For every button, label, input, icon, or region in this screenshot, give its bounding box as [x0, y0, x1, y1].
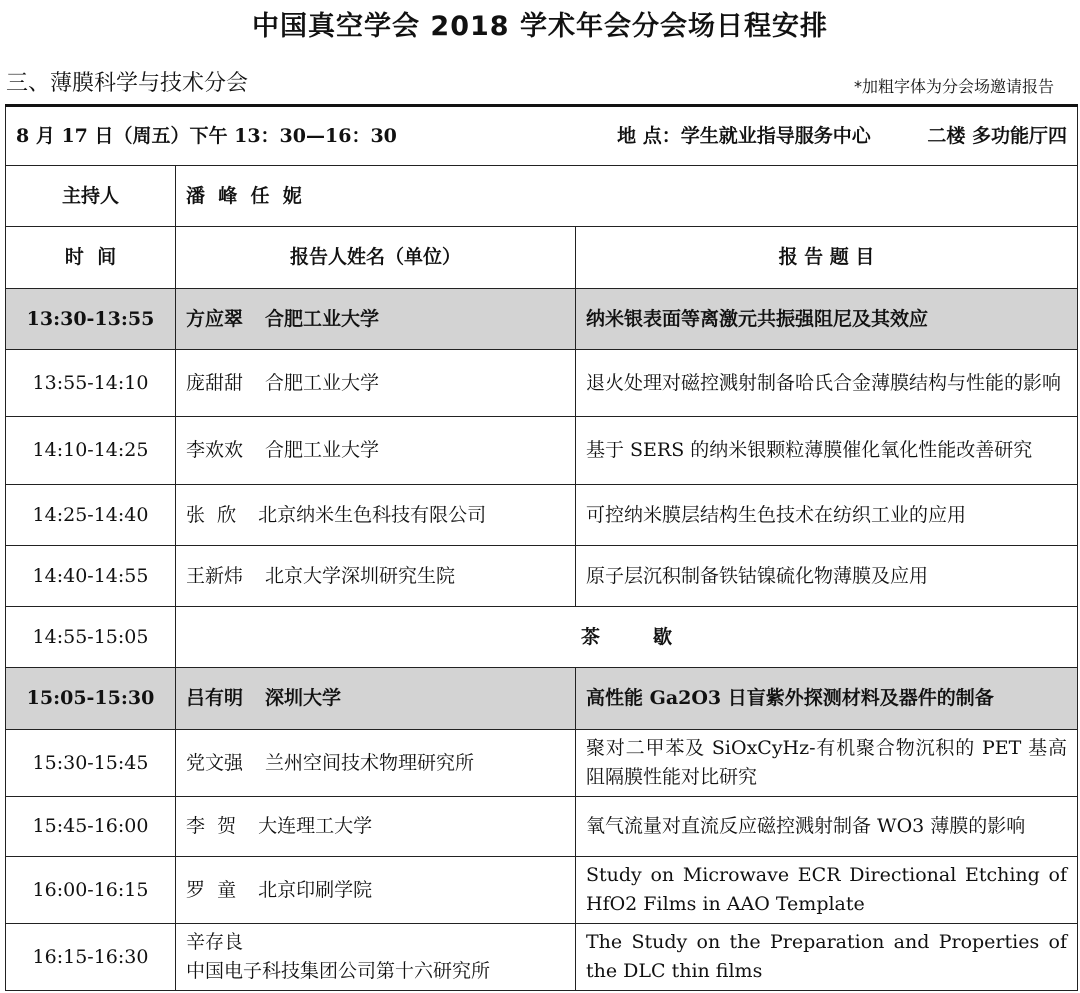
location-label: 地 点：学生就业指导服务中心 [617, 124, 871, 147]
row-time: 15:45-16:00 [6, 797, 176, 857]
header-time: 时 间 [6, 227, 176, 289]
row-time: 15:05-15:30 [6, 668, 176, 730]
table-row [6, 797, 1078, 857]
table-row [6, 668, 1078, 730]
tea-break: 茶 歇 [176, 607, 1078, 668]
row-speaker [176, 730, 576, 797]
row-speaker [176, 289, 576, 350]
row-time: 15:30-15:45 [6, 730, 176, 797]
speaker-unit: 北京纳米生色科技有限公司 [258, 503, 487, 526]
row-time: 14:40-14:55 [6, 546, 176, 607]
row-topic: Study on Microwave ECR Directional Etching of HfO2 Films in AAO Template [576, 857, 1078, 924]
speaker-unit: 北京大学深圳研究生院 [265, 564, 456, 587]
row-time: 14:10-14:25 [6, 417, 176, 485]
header-speaker: 报告人姓名（单位） [176, 227, 576, 289]
speaker-unit: 北京印刷学院 [258, 878, 373, 901]
speaker-name: 张 欣 [186, 503, 237, 526]
speaker-name: 庞甜甜 [186, 371, 244, 394]
speaker-name: 王新炜 [186, 564, 244, 587]
host-label: 主持人 [6, 166, 176, 227]
table-row [6, 485, 1078, 546]
row-topic: 退火处理对磁控溅射制备哈氏合金薄膜结构与性能的影响 [576, 350, 1078, 417]
speaker-name: 罗 童 [186, 878, 237, 901]
row-time: 14:55-15:05 [6, 607, 176, 668]
session-datetime: 8 月 17 日（周五）下午 13：30—16：30 [16, 124, 397, 147]
schedule-rows [6, 289, 1078, 991]
row-topic: 基于 SERS 的纳米银颗粒薄膜催化氧化性能改善研究 [576, 417, 1078, 485]
table-row [6, 607, 1078, 668]
row-speaker [176, 924, 576, 991]
row-speaker [176, 350, 576, 417]
speaker-name: 辛存良 [186, 931, 244, 953]
header-topic: 报 告 题 目 [576, 227, 1078, 289]
table-row [6, 857, 1078, 924]
speaker-name: 李欢欢 [186, 439, 244, 461]
page-title: 中国真空学会 2018 学术年会分会场日程安排 [252, 11, 828, 42]
row-time: 16:15-16:30 [6, 924, 176, 991]
table-row [6, 546, 1078, 607]
host-names: 潘 峰 任 妮 [176, 166, 1078, 227]
session-info-row [6, 106, 1078, 166]
table-row [6, 289, 1078, 350]
speaker-unit: 中国电子科技集团公司第十六研究所 [186, 960, 491, 982]
speaker-unit: 合肥工业大学 [265, 439, 380, 461]
speaker-unit: 大连理工大学 [258, 815, 373, 837]
schedule-table [5, 104, 1078, 991]
speaker-unit: 合肥工业大学 [265, 307, 380, 330]
row-time: 13:30-13:55 [6, 289, 176, 350]
session-location [605, 122, 1067, 151]
speaker-name: 李 贺 [186, 815, 237, 837]
bold-note: *加粗字体为分会场邀请报告 [853, 77, 1054, 96]
speaker-unit: 兰州空间技术物理研究所 [265, 751, 475, 774]
section-heading: 三、薄膜科学与技术分会 [6, 71, 249, 96]
speaker-name: 方应翠 [186, 307, 244, 330]
row-topic: The Study on the Preparation and Properties of the DLC thin films [576, 924, 1078, 991]
row-topic: 可控纳米膜层结构生色技术在纺织工业的应用 [576, 485, 1078, 546]
row-topic: 聚对二甲苯及 SiOxCyHz-有机聚合物沉积的 PET 基高阻隔膜性能对比研究 [576, 730, 1078, 797]
row-speaker [176, 668, 576, 730]
speaker-name: 党文强 [186, 751, 244, 774]
row-speaker [176, 417, 576, 485]
row-speaker [176, 485, 576, 546]
row-speaker [176, 857, 576, 924]
row-topic: 纳米银表面等离激元共振强阻尼及其效应 [576, 289, 1078, 350]
row-speaker [176, 546, 576, 607]
row-time: 13:55-14:10 [6, 350, 176, 417]
row-speaker [176, 797, 576, 857]
table-row [6, 924, 1078, 991]
row-time: 16:00-16:15 [6, 857, 176, 924]
speaker-unit: 合肥工业大学 [265, 371, 380, 394]
table-row [6, 350, 1078, 417]
row-time: 14:25-14:40 [6, 485, 176, 546]
table-row [6, 730, 1078, 797]
location-detail: 二楼 多功能厅四 [927, 124, 1067, 147]
speaker-unit: 深圳大学 [265, 687, 342, 709]
row-topic: 高性能 Ga2O3 日盲紫外探测材料及器件的制备 [576, 668, 1078, 730]
row-topic: 氧气流量对直流反应磁控溅射制备 WO3 薄膜的影响 [576, 797, 1078, 857]
host-row [6, 166, 1078, 227]
speaker-name: 吕有明 [186, 687, 244, 709]
table-row [6, 417, 1078, 485]
row-topic: 原子层沉积制备铁钴镍硫化物薄膜及应用 [576, 546, 1078, 607]
column-header-row [6, 227, 1078, 289]
